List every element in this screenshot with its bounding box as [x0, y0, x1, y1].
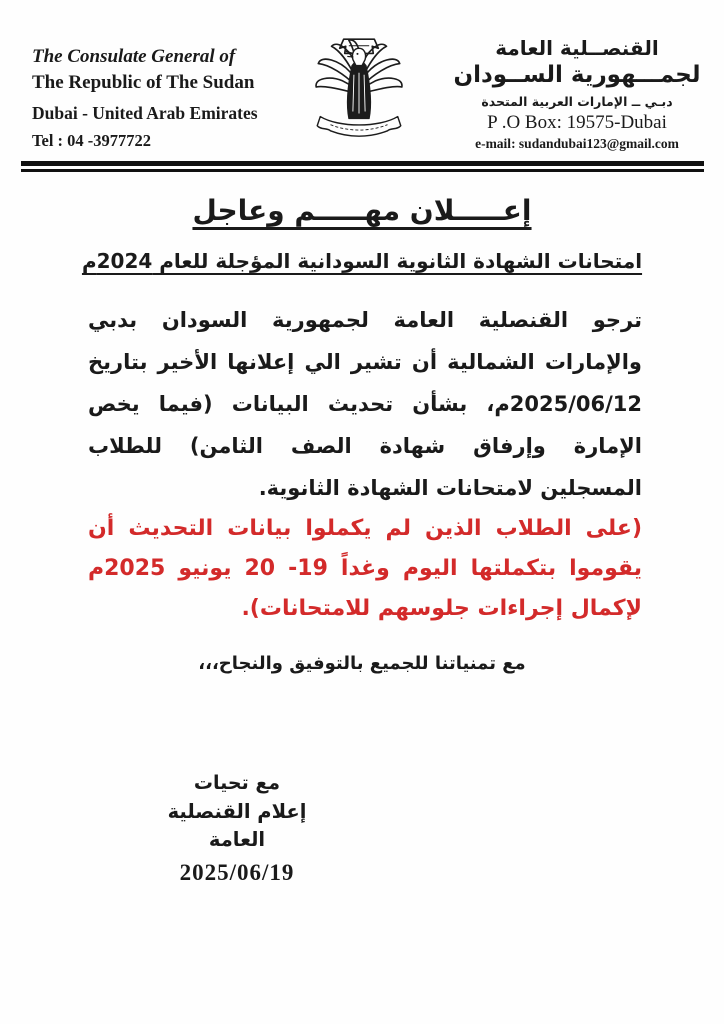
consulate-name-en-line1: The Consulate General of: [32, 46, 236, 67]
letterhead: [0, 0, 724, 153]
consulate-city-ar: دبـي ــ الإمارات العربية المتحدة: [481, 93, 673, 109]
notice-paragraph-black: ترجو القنصلية العامة لجمهورية السودان بدبي والإمارات الشمالية أن تشير الي إعلانها الأخير بتاريخ 2025/06/12م، بشأن تحديث البيانات (فيما يخص الإمارة وإرفاق شهادة الصف الثامن) للطلاب المسجلين لامتحانات الشهادة الثانوية.: [88, 307, 642, 500]
header-divider: [21, 161, 704, 172]
signature-block: [142, 770, 332, 889]
consulate-name-ar-line1: القنصــلية العامة: [495, 36, 659, 60]
email-address: e-mail: sudandubai123@gmail.com: [475, 136, 679, 152]
consulate-city-en: Dubai - United Arab Emirates: [32, 103, 258, 124]
notice-body: [88, 299, 642, 629]
letterhead-english: [32, 36, 272, 152]
consulate-name-ar-line2: لجمـــهورية الســودان: [453, 62, 701, 88]
signature-date: 2025/06/19: [179, 860, 295, 886]
signature-greeting: مع تحيات: [193, 772, 281, 794]
letterhead-arabic: [446, 36, 708, 153]
signature-department: إعلام القنصلية العامة: [167, 799, 307, 851]
consulate-name-en-line2: The Republic of The Sudan: [32, 71, 255, 93]
po-box: P .O Box: 19575-Dubai: [487, 111, 667, 133]
closing-wishes: مع تمنياتنا للجميع بالتوفيق والنجاح،،،: [198, 652, 526, 674]
notice-paragraph-red: (على الطلاب الذين لم يكملوا بيانات التحديث أن يقوموا بتكملتها اليوم وغداً 19- 20 يونيو 2025م لإكمال إجراءات جلوسهم للامتحانات).: [88, 515, 642, 621]
sudan-coat-of-arms-icon: [308, 32, 410, 144]
announcement-subtitle: امتحانات الشهادة الثانوية السودانية المؤجلة للعام 2024م: [81, 248, 643, 273]
consulate-phone: Tel : 04 -3977722: [32, 130, 152, 150]
announcement-title: إعـــــلان مهـــــم وعاجل: [192, 193, 532, 227]
